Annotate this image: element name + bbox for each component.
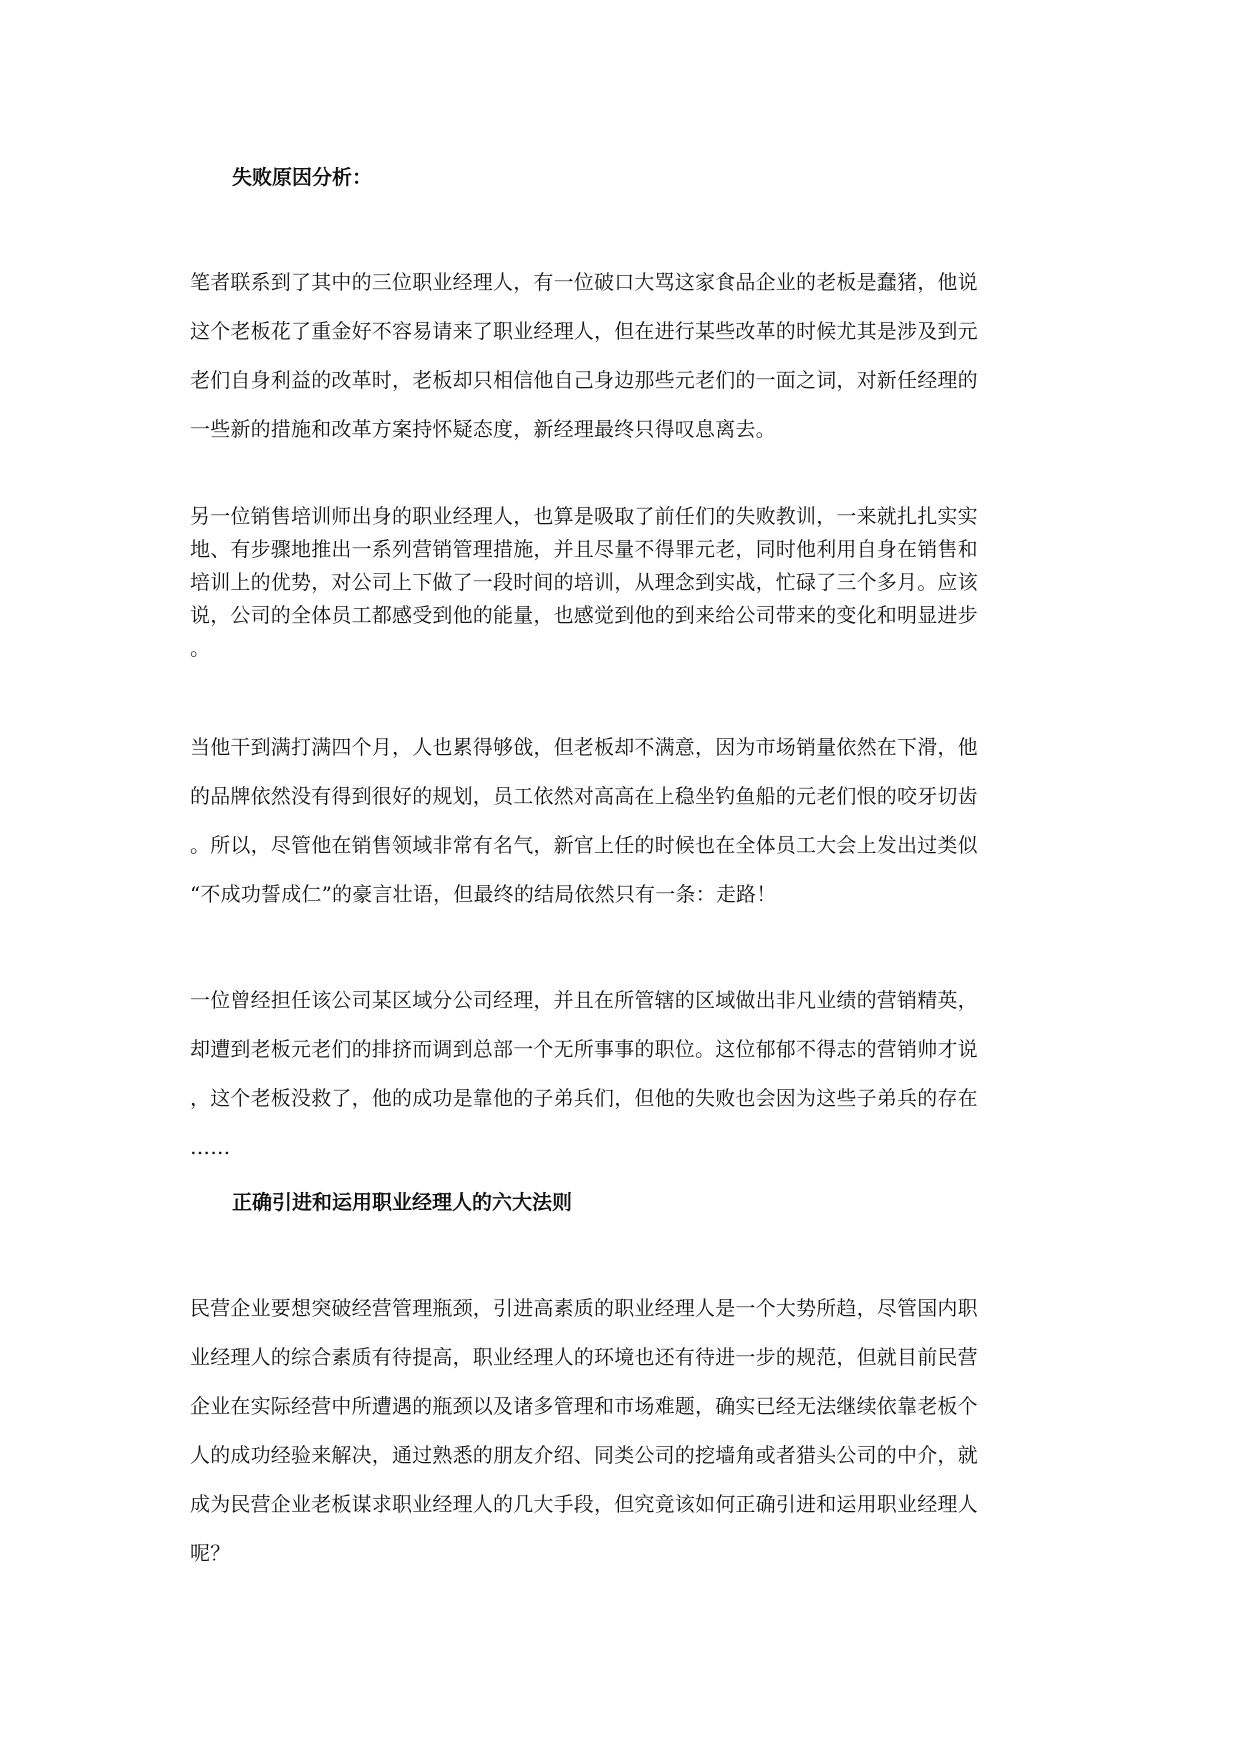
paragraph-first-manager bbox=[190, 258, 1050, 454]
section-heading-failure-analysis: 失败原因分析： bbox=[232, 165, 372, 189]
text-line: 企业在实际经营中所遭遇的瓶颈以及诸多管理和市场难题，确实已经无法继续依靠老板个 bbox=[190, 1394, 978, 1418]
text-line: 人的成功经验来解决，通过熟悉的朋友介绍、同类公司的挖墙角或者猎头公司的中介，就 bbox=[190, 1443, 978, 1467]
paragraph-four-months bbox=[190, 723, 1050, 919]
paragraph-second-manager bbox=[190, 500, 1050, 665]
text-line: 地、有步骤地推出一系列营销管理措施，并且尽量不得罪元老，同时他利用自身在销售和 bbox=[190, 537, 978, 561]
paragraph-introduction-rules bbox=[190, 1284, 1050, 1578]
text-line: 培训上的优势，对公司上下做了一段时间的培训，从理念到实战，忙碌了三个多月。应该 bbox=[190, 570, 978, 594]
text-line: 呢？ bbox=[190, 1541, 231, 1565]
text-line: 说，公司的全体员工都感受到他的能量，也感觉到他的到来给公司带来的变化和明显进步 bbox=[190, 603, 978, 627]
text-line: 的品牌依然没有得到很好的规划，员工依然对高高在上稳坐钓鱼船的元老们恨的咬牙切齿 bbox=[190, 784, 978, 808]
text-line: 老们自身利益的改革时，老板却只相信他自己身边那些元老们的一面之词，对新任经理的 bbox=[190, 368, 978, 392]
text-line: 民营企业要想突破经营管理瓶颈，引进高素质的职业经理人是一个大势所趋，尽管国内职 bbox=[190, 1296, 978, 1320]
text-line: 一位曾经担任该公司某区域分公司经理，并且在所管辖的区域做出非凡业绩的营销精英， bbox=[190, 988, 978, 1012]
text-line: 。 bbox=[190, 636, 211, 660]
text-line: …… bbox=[190, 1135, 231, 1159]
text-line: 这个老板花了重金好不容易请来了职业经理人，但在进行某些改革的时候尤其是涉及到元 bbox=[190, 319, 978, 343]
paragraph-third-manager bbox=[190, 976, 1050, 1172]
section-heading-six-rules: 正确引进和运用职业经理人的六大法则 bbox=[232, 1190, 572, 1214]
text-line: 却遭到老板元老们的排挤而调到总部一个无所事事的职位。这位郁郁不得志的营销帅才说 bbox=[190, 1037, 978, 1061]
text-line: 业经理人的综合素质有待提高，职业经理人的环境也还有待进一步的规范，但就目前民营 bbox=[190, 1345, 978, 1369]
text-line: “不成功誓成仁”的豪言壮语，但最终的结局依然只有一条：走路！ bbox=[190, 882, 777, 906]
text-line: 当他干到满打满四个月，人也累得够戗，但老板却不满意，因为市场销量依然在下滑，他 bbox=[190, 735, 978, 759]
text-line: ，这个老板没救了，他的成功是靠他的子弟兵们，但他的失败也会因为这些子弟兵的存在 bbox=[190, 1086, 978, 1110]
text-line: 。所以，尽管他在销售领域非常有名气，新官上任的时候也在全体员工大会上发出过类似 bbox=[190, 833, 978, 857]
text-line: 笔者联系到了其中的三位职业经理人，有一位破口大骂这家食品企业的老板是蠢猪，他说 bbox=[190, 270, 978, 294]
text-line: 成为民营企业老板谋求职业经理人的几大手段，但究竟该如何正确引进和运用职业经理人 bbox=[190, 1492, 978, 1516]
text-line: 一些新的措施和改革方案持怀疑态度，新经理最终只得叹息离去。 bbox=[190, 417, 776, 441]
text-line: 另一位销售培训师出身的职业经理人，也算是吸取了前任们的失败教训，一来就扎扎实实 bbox=[190, 504, 978, 528]
